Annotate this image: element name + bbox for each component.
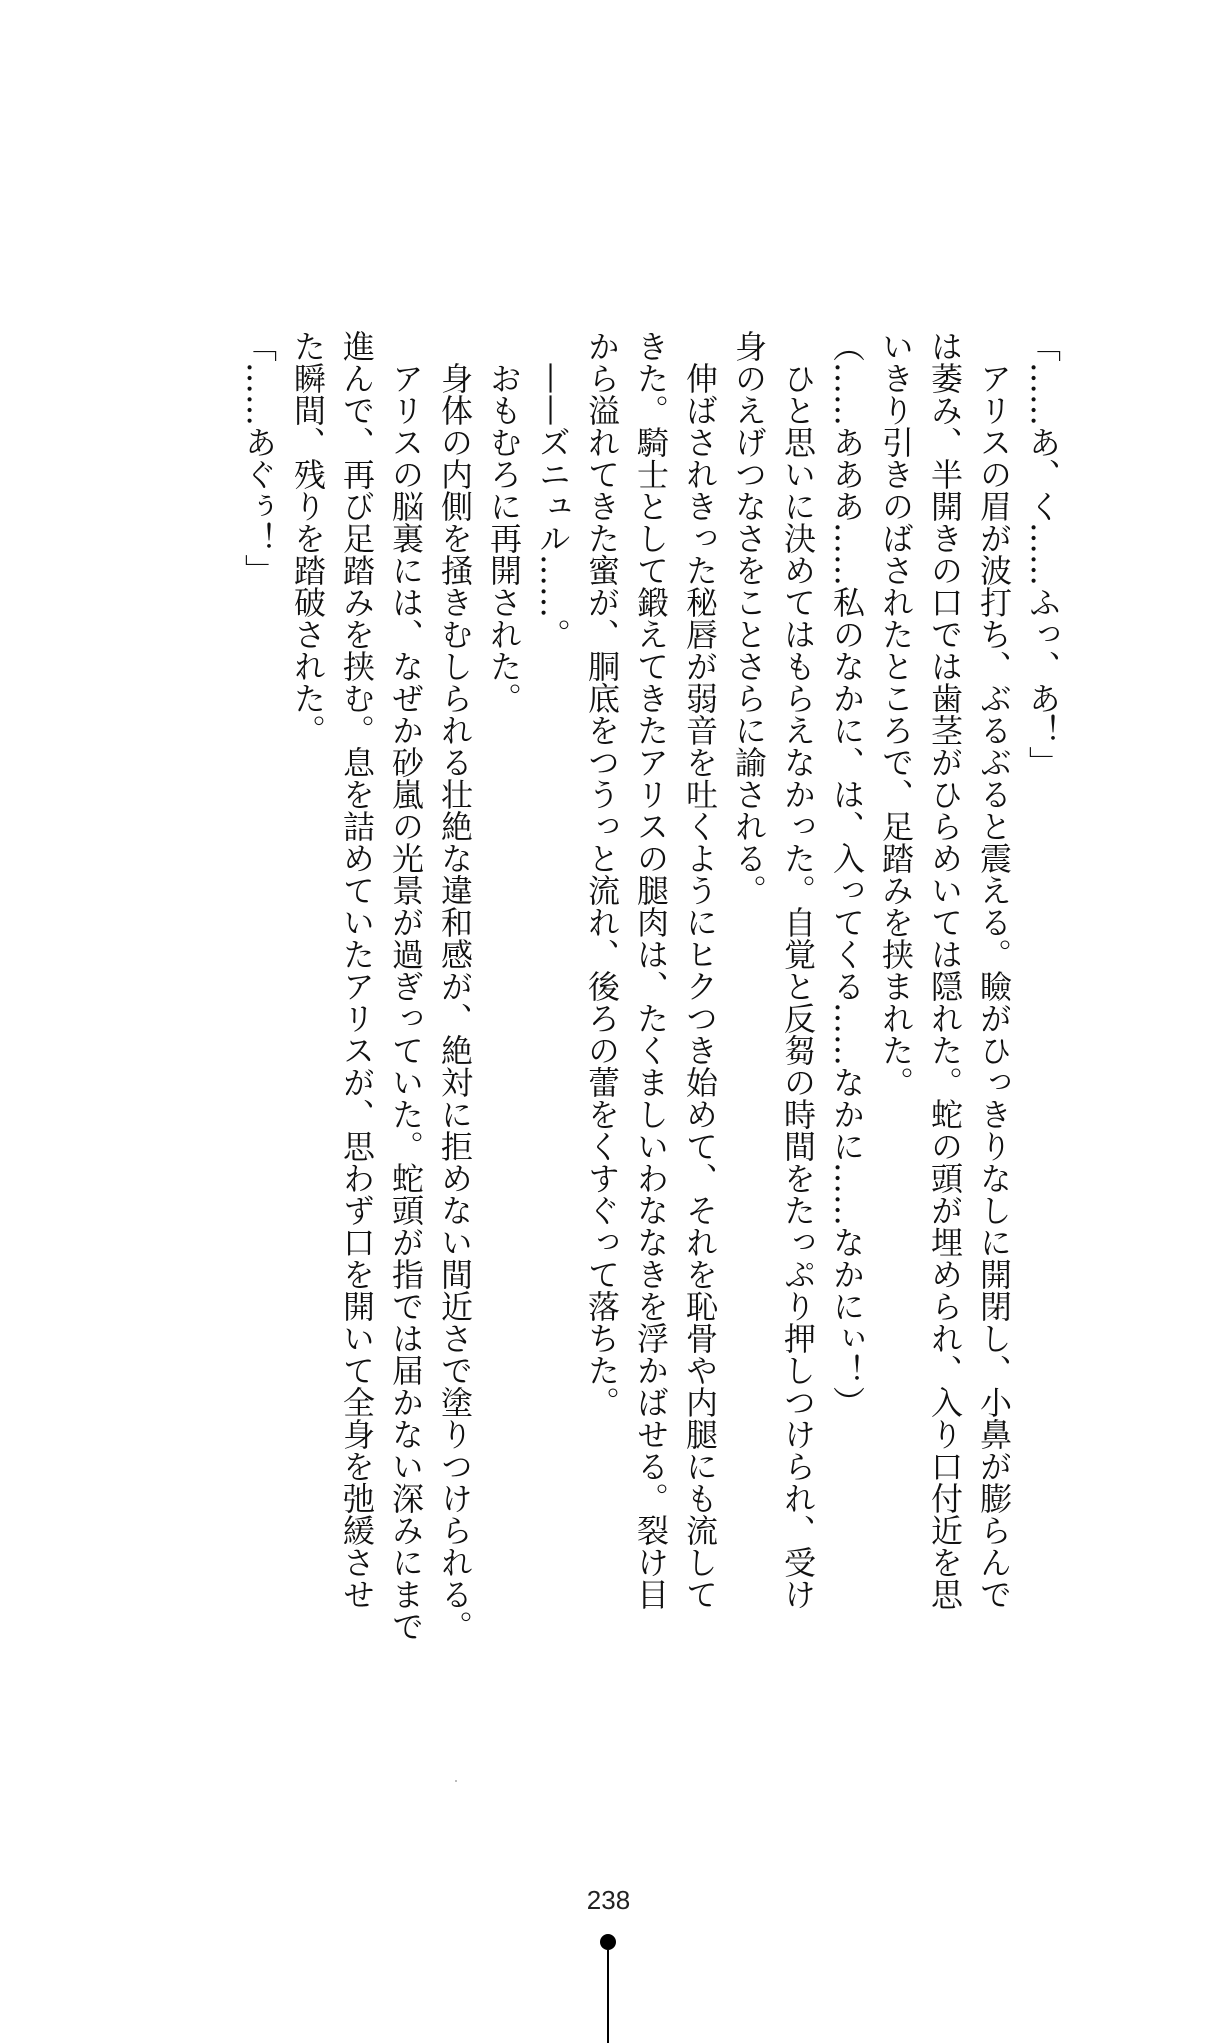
text-line: いきり引きのばされたところで、足踏みを挟まれた。 [877,330,915,1098]
text-line: きた。騎士として鍛えてきたアリスの腿肉は、たくましいわななきを浮かばせる。裂け目 [632,330,670,1610]
text-line: から溢れてきた蜜が、胴底をつうっと流れ、後ろの蕾をくすぐって落ちた。 [583,330,621,1418]
scan-speck [455,1780,457,1782]
text-line: ひと思いに決めてはもらえなかった。自覚と反芻の時間をたっぷり押しつけられ、受け [779,330,817,1610]
text-line: アリスの眉が波打ち、ぶるぶると震える。瞼がひっきりなしに開閉し、小鼻が膨らんで [975,330,1013,1610]
page-marker-dot-icon [600,1934,616,1950]
text-line: 身体の内側を掻きむしられる壮絶な違和感が、絶対に拒めない間近さで塗りつけられる。 [436,330,474,1642]
text-line: 「……あぐぅ！」 [240,330,278,586]
text-line: おもむろに再開された。 [485,330,523,714]
text-line: た瞬間、残りを踏破された。 [289,330,327,746]
page-number: 238 [586,1885,631,1915]
text-line: 伸ばされきった秘唇が弱音を吐くようにヒクつき始めて、それを恥骨や内腿にも流して [681,330,719,1610]
text-line: ——ズニュル……。 [534,330,572,650]
text-line: 身のえげつなさをことさらに諭される。 [730,330,768,906]
vertical-text-body [234,330,1067,1750]
text-line: は萎み、半開きの口では歯茎がひらめいては隠れた。蛇の頭が埋められ、入り口付近を思 [926,330,964,1610]
text-line: アリスの脳裏には、なぜか砂嵐の光景が過ぎっていた。蛇頭が指では届かない深みにまで [387,330,425,1642]
text-line: 「……あ、く……ふっ、あ！」 [1024,330,1062,778]
page-marker-line [607,1950,609,2043]
text-line: 進んで、再び足踏みを挟む。息を詰めていたアリスが、思わず口を開いて全身を弛緩させ [338,330,376,1610]
text-line: （……あああ……私のなかに、は、入ってくる……なかに……なかにぃ！） [828,330,866,1418]
